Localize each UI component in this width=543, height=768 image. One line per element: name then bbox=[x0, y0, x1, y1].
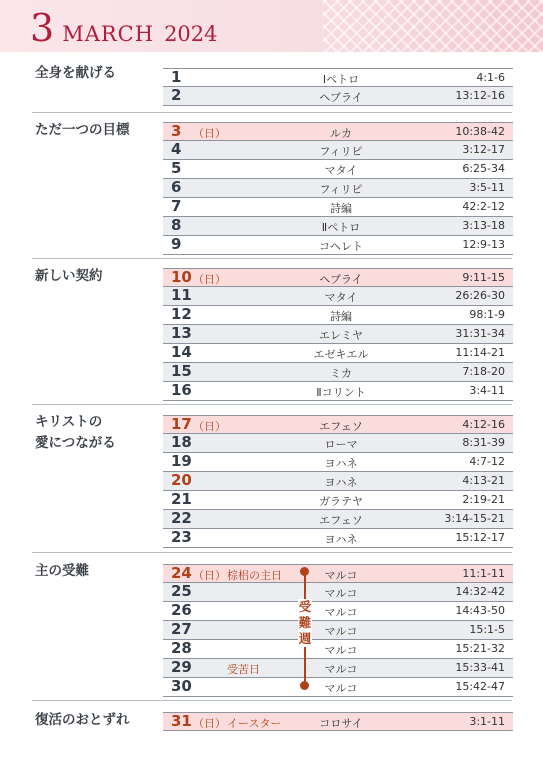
day-number: 17 bbox=[171, 415, 192, 433]
day-number: 31 bbox=[171, 712, 192, 730]
day-number: 12 bbox=[171, 305, 192, 323]
day-number: 7 bbox=[171, 197, 182, 215]
book-name: ローマ bbox=[324, 438, 358, 451]
week-theme-line: 愛につながる bbox=[35, 435, 116, 451]
week-theme-line: ただ一つの目標 bbox=[35, 122, 130, 138]
day-of-week: （日） bbox=[193, 127, 226, 140]
book-name: フィリピ bbox=[319, 145, 363, 158]
reading-row bbox=[163, 160, 513, 179]
day-number: 14 bbox=[171, 343, 192, 361]
title-month: MARCH bbox=[62, 22, 155, 46]
day-number: 23 bbox=[171, 528, 192, 546]
verse-reference: 12:9-13 bbox=[462, 238, 505, 251]
reading-row bbox=[163, 141, 513, 160]
verse-reference: 42:2-12 bbox=[462, 200, 505, 213]
week-theme-label bbox=[35, 63, 116, 84]
week-separator bbox=[32, 700, 512, 701]
reading-row bbox=[163, 529, 513, 548]
book-name: マルコ bbox=[324, 663, 358, 676]
verse-reference: 14:43-50 bbox=[455, 604, 505, 617]
day-of-week: （日） bbox=[193, 569, 226, 582]
title-year: 2024 bbox=[164, 22, 218, 46]
book-name: Ⅰペトロ bbox=[322, 73, 360, 86]
week-theme-line: 全身を献げる bbox=[35, 65, 116, 81]
verse-reference: 3:5-11 bbox=[469, 181, 505, 194]
day-number: 28 bbox=[171, 639, 192, 657]
reading-row bbox=[163, 434, 513, 453]
day-number: 10 bbox=[171, 268, 192, 286]
liturgical-note: イースター bbox=[227, 717, 282, 730]
day-number: 13 bbox=[171, 324, 192, 342]
week-theme-line: キリストの bbox=[35, 414, 103, 430]
day-number: 5 bbox=[171, 159, 182, 177]
day-number: 11 bbox=[171, 286, 192, 304]
day-number: 18 bbox=[171, 433, 192, 451]
book-name: ヨハネ bbox=[324, 533, 358, 546]
title-day: 3 bbox=[30, 6, 55, 50]
verse-reference: 15:33-41 bbox=[455, 661, 505, 674]
reading-row bbox=[163, 382, 513, 401]
week-theme-label bbox=[35, 266, 103, 287]
day-number: 15 bbox=[171, 362, 192, 380]
book-name: エフェソ bbox=[319, 420, 363, 433]
book-name: Ⅱコリント bbox=[316, 386, 366, 399]
verse-reference: 2:19-21 bbox=[462, 493, 505, 506]
day-number: 20 bbox=[171, 471, 192, 489]
book-name: マルコ bbox=[324, 587, 358, 600]
day-number: 3 bbox=[171, 122, 182, 140]
verse-reference: 15:21-32 bbox=[455, 642, 505, 655]
reading-row bbox=[163, 602, 513, 621]
day-of-week: （日） bbox=[193, 420, 226, 433]
verse-reference: 3:12-17 bbox=[462, 143, 505, 156]
book-name: ミカ bbox=[330, 367, 352, 380]
day-number: 4 bbox=[171, 140, 182, 158]
reading-row bbox=[163, 415, 513, 434]
verse-reference: 4:13-21 bbox=[462, 474, 505, 487]
book-name: ヘブライ bbox=[319, 91, 363, 104]
reading-row bbox=[163, 179, 513, 198]
verse-reference: 26:26-30 bbox=[455, 289, 505, 302]
day-number: 21 bbox=[171, 490, 192, 508]
reading-row bbox=[163, 678, 513, 697]
day-number: 1 bbox=[171, 68, 182, 86]
reading-row bbox=[163, 325, 513, 344]
book-name: エゼキエル bbox=[313, 348, 369, 361]
verse-reference: 8:31-39 bbox=[462, 436, 505, 449]
verse-reference: 4:1-6 bbox=[476, 71, 505, 84]
liturgical-note: 受苦日 bbox=[227, 663, 260, 676]
verse-reference: 11:14-21 bbox=[455, 346, 505, 359]
book-name: フィリピ bbox=[319, 183, 363, 196]
verse-reference: 15:1-5 bbox=[469, 623, 505, 636]
reading-row bbox=[163, 659, 513, 678]
reading-row bbox=[163, 510, 513, 529]
reading-row bbox=[163, 68, 513, 87]
verse-reference: 3:13-18 bbox=[462, 219, 505, 232]
book-name: マルコ bbox=[324, 644, 358, 657]
verse-reference: 15:12-17 bbox=[455, 531, 505, 544]
liturgical-note: 棕梠の主日 bbox=[227, 569, 282, 582]
verse-reference: 10:38-42 bbox=[455, 125, 505, 138]
verse-reference: 9:11-15 bbox=[462, 271, 505, 284]
week-separator bbox=[32, 404, 512, 405]
book-name: マルコ bbox=[324, 682, 358, 695]
book-name: マルコ bbox=[324, 569, 358, 582]
week-theme-label bbox=[35, 412, 116, 454]
day-number: 19 bbox=[171, 452, 192, 470]
day-number: 16 bbox=[171, 381, 192, 399]
day-number: 8 bbox=[171, 216, 182, 234]
holy-week-bracket-start-dot bbox=[300, 567, 309, 576]
day-number: 9 bbox=[171, 235, 182, 253]
book-name: ヨハネ bbox=[324, 476, 358, 489]
reading-row bbox=[163, 363, 513, 382]
reading-row bbox=[163, 268, 513, 287]
book-name: コロサイ bbox=[319, 717, 363, 730]
day-of-week: （日） bbox=[193, 273, 226, 286]
week-theme-line: 主の受難 bbox=[35, 563, 89, 579]
book-name: ガラテヤ bbox=[319, 495, 363, 508]
verse-reference: 7:18-20 bbox=[462, 365, 505, 378]
reading-row bbox=[163, 87, 513, 106]
reading-row bbox=[163, 712, 513, 731]
holy-week-label: 受 難 週 bbox=[298, 599, 312, 646]
week-theme-line: 復活のおとずれ bbox=[35, 712, 130, 728]
week-theme-label bbox=[35, 561, 89, 582]
verse-reference: 4:7-12 bbox=[469, 455, 505, 468]
reading-row bbox=[163, 287, 513, 306]
reading-row bbox=[163, 217, 513, 236]
reading-row bbox=[163, 640, 513, 659]
week-separator bbox=[32, 112, 512, 113]
book-name: コヘレト bbox=[319, 240, 363, 253]
book-name: エレミヤ bbox=[319, 329, 363, 342]
verse-reference: 98:1-9 bbox=[469, 308, 505, 321]
reading-row bbox=[163, 472, 513, 491]
verse-reference: 3:4-11 bbox=[469, 384, 505, 397]
book-name: 詩編 bbox=[330, 310, 352, 323]
verse-reference: 13:12-16 bbox=[455, 89, 505, 102]
verse-reference: 14:32-42 bbox=[455, 585, 505, 598]
verse-reference: 11:1-11 bbox=[462, 567, 505, 580]
book-name: ヘブライ bbox=[319, 273, 363, 286]
book-name: マタイ bbox=[324, 164, 358, 177]
reading-row bbox=[163, 236, 513, 255]
holy-week-bracket-end-dot bbox=[300, 681, 309, 690]
day-number: 26 bbox=[171, 601, 192, 619]
verse-reference: 31:31-34 bbox=[455, 327, 505, 340]
day-number: 24 bbox=[171, 564, 192, 582]
book-name: マルコ bbox=[324, 625, 358, 638]
reading-row bbox=[163, 306, 513, 325]
reading-row bbox=[163, 621, 513, 640]
verse-reference: 4:12-16 bbox=[462, 418, 505, 431]
week-theme-line: 新しい契約 bbox=[35, 268, 103, 284]
reading-row bbox=[163, 564, 513, 583]
reading-row bbox=[163, 198, 513, 217]
book-name: マタイ bbox=[324, 291, 358, 304]
book-name: ヨハネ bbox=[324, 457, 358, 470]
reading-row bbox=[163, 344, 513, 363]
week-separator bbox=[32, 258, 512, 259]
page-title bbox=[30, 6, 218, 50]
day-number: 30 bbox=[171, 677, 192, 695]
verse-reference: 3:14-15-21 bbox=[444, 512, 505, 525]
week-theme-label bbox=[35, 710, 130, 731]
day-number: 6 bbox=[171, 178, 182, 196]
verse-reference: 6:25-34 bbox=[462, 162, 505, 175]
book-name: 詩編 bbox=[330, 202, 352, 215]
day-number: 25 bbox=[171, 582, 192, 600]
verse-reference: 15:42-47 bbox=[455, 680, 505, 693]
day-number: 27 bbox=[171, 620, 192, 638]
book-name: マルコ bbox=[324, 606, 358, 619]
verse-reference: 3:1-11 bbox=[469, 715, 505, 728]
reading-row bbox=[163, 583, 513, 602]
reading-row bbox=[163, 122, 513, 141]
book-name: ルカ bbox=[330, 127, 352, 140]
day-number: 22 bbox=[171, 509, 192, 527]
book-name: Ⅱペトロ bbox=[321, 221, 361, 234]
reading-row bbox=[163, 491, 513, 510]
week-separator bbox=[32, 552, 512, 553]
day-of-week: （日） bbox=[193, 717, 226, 730]
day-number: 29 bbox=[171, 658, 192, 676]
reading-row bbox=[163, 453, 513, 472]
week-theme-label bbox=[35, 120, 130, 141]
day-number: 2 bbox=[171, 86, 182, 104]
book-name: エフェソ bbox=[319, 514, 363, 527]
